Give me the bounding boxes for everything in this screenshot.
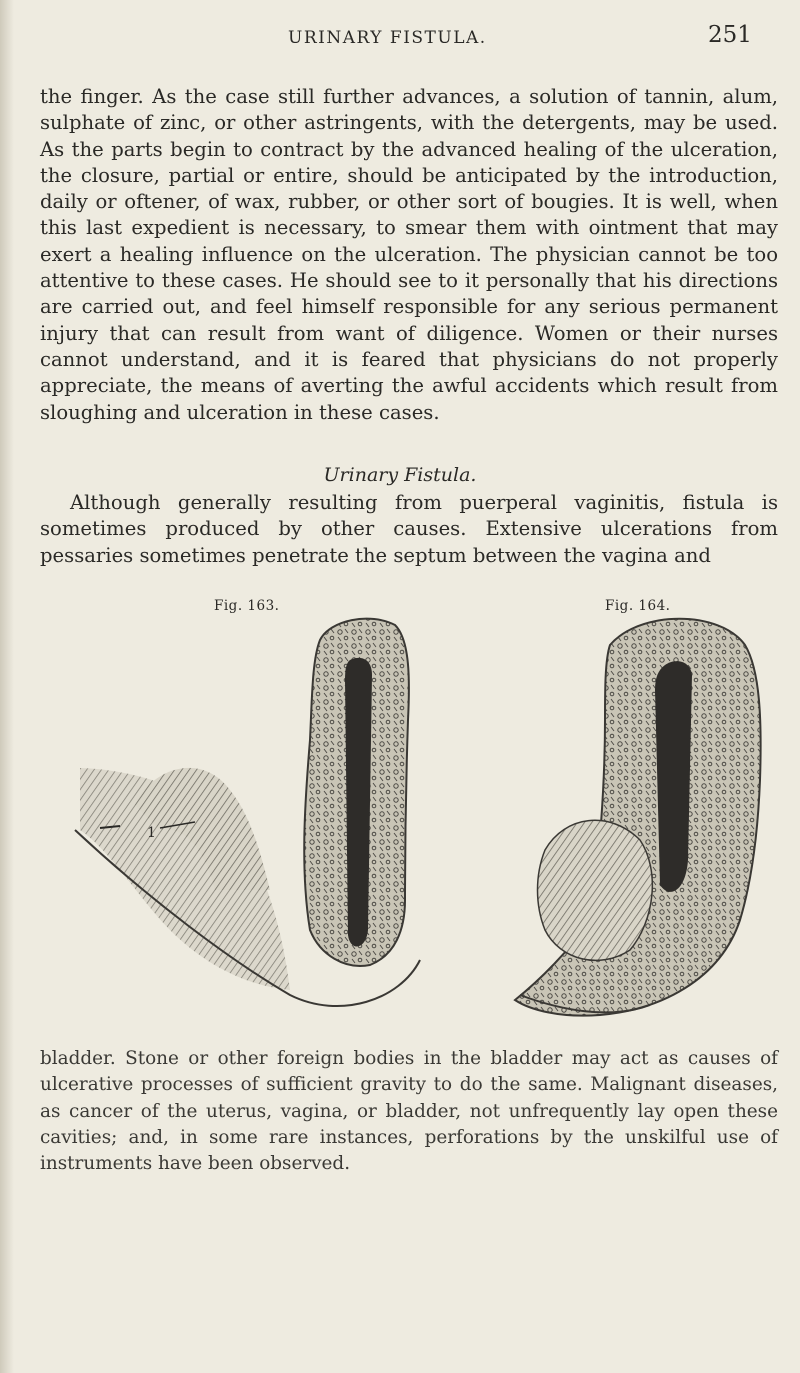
fig164-canal: [655, 661, 692, 892]
figure-163-drawing: [75, 619, 420, 1006]
paragraph-1: [40, 84, 778, 426]
paragraph-2-text: Although generally resulting from puerperal vaginitis, fistula is sometimes produced by other causes. Extensive ulcerations from pessaries sometimes penetrate the septum between the vagina and: [40, 491, 778, 567]
fig163-canal: [345, 658, 372, 947]
fig163-callout-label: 1: [147, 825, 156, 841]
fig164-outer-body: [515, 619, 761, 1016]
figure-164-drawing: [515, 619, 761, 1016]
fig164-lower-fold: [538, 820, 653, 960]
paragraph-3: [40, 1046, 778, 1177]
figure-163-caption: Fig. 163.: [214, 598, 280, 614]
paragraph-1-text: the finger. As the case still further advances, a solution of tannin, alum, sulphate of zinc, or other astringents, with the detergents, may be used. As the parts begin to contract by the advanced healing of the ulceration, the closure, partial or entire, should be anticipated by the introduction, daily or oftener, of wax, rubber, or other sort of bougies. It is well, when this last expedient is necessary, to smear them with ointment that may exert a healing influence on the ulceration. The physician cannot be too attentive to these cases. He should see to it personally that his directions are carried out, and feel himself responsible for any serious permanent injury that can result from want of diligence. Women or their nurses cannot understand, and it is feared that physicians do not properly appreciate, the means of averting the awful accidents which result from sloughing and ulceration in these cases.: [40, 85, 778, 424]
anatomical-illustration: [0, 600, 800, 1030]
paragraph-2: [40, 490, 778, 569]
figure-164-caption: Fig. 164.: [605, 598, 671, 614]
paragraph-3-text: bladder. Stone or other foreign bodies in the bladder may act as causes of ulcerative processes of sufficient gravity to do the same. Malignant diseases, as cancer of the uterus, vagina, or bladder, not unfrequently lay open these cavities; and, in some rare instances, perforations by the unskilful use of instruments have been observed.: [40, 1048, 778, 1175]
page-number: 251: [708, 22, 752, 48]
running-head: URINARY FISTULA.: [288, 28, 487, 48]
section-heading: Urinary Fistula.: [323, 464, 477, 486]
